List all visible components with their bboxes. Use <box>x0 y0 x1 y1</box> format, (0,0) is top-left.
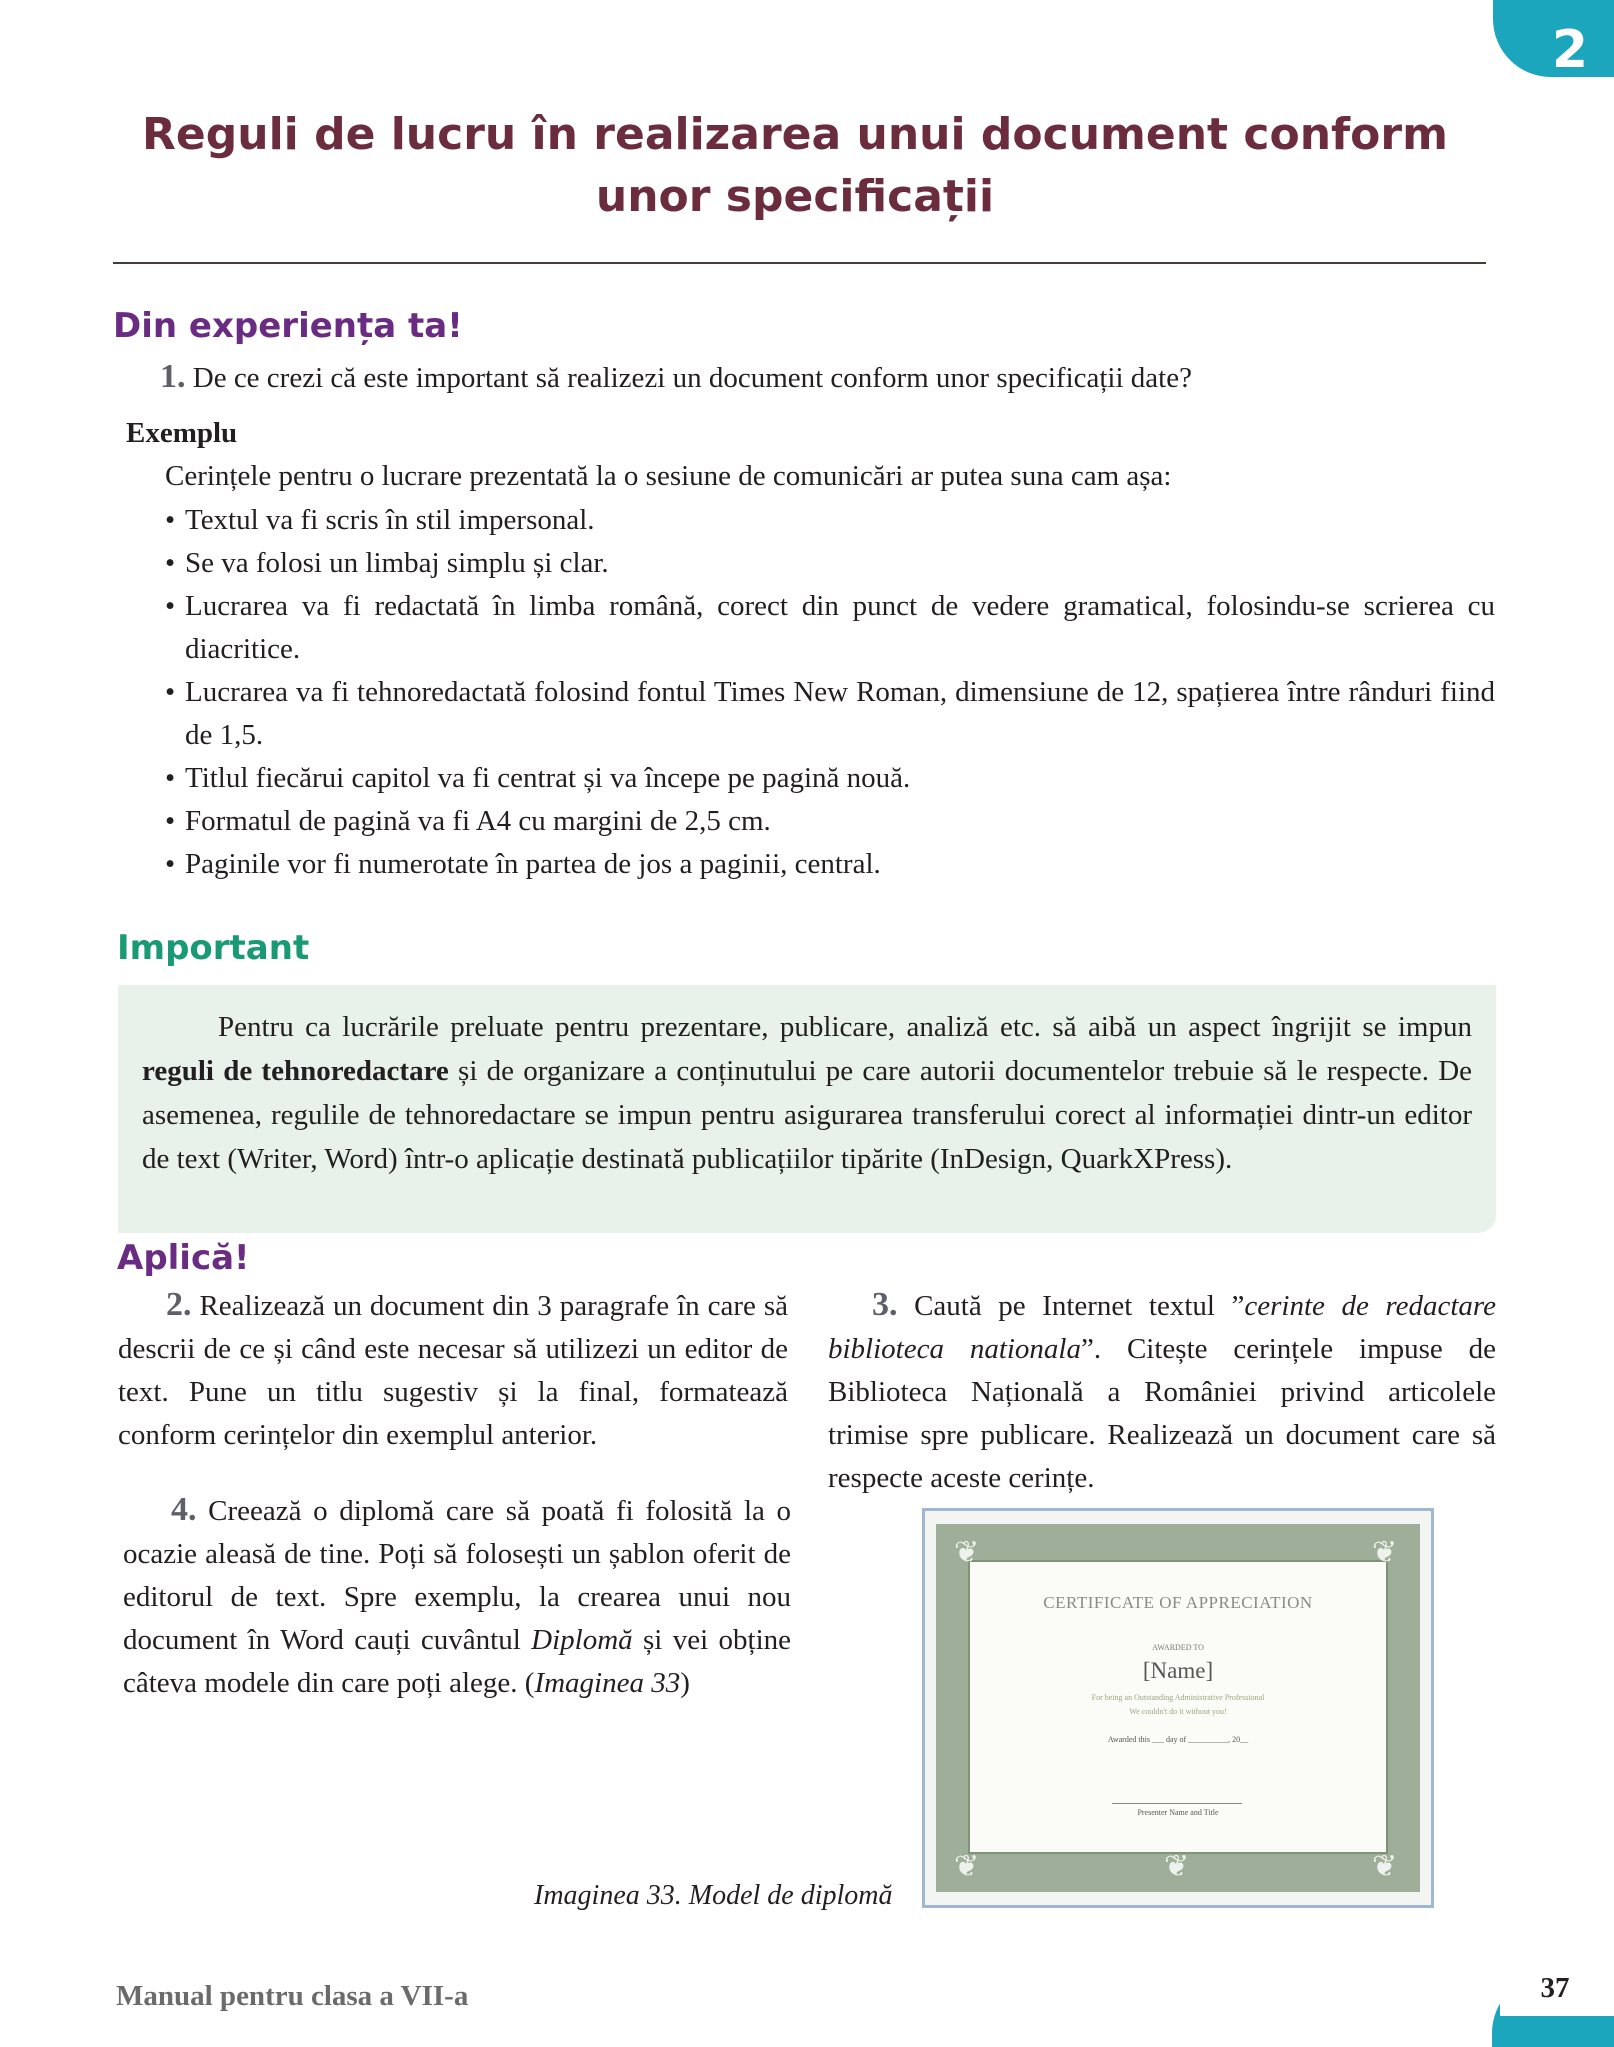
exercise-3-number: 3. <box>872 1286 898 1323</box>
ornament-icon: ❦ <box>1164 1849 1190 1884</box>
certificate-name: [Name] <box>1142 1658 1214 1683</box>
question-1-text: De ce crezi că este important să realizezi un document conform unor specificații date? <box>192 362 1192 394</box>
important-bold-term: reguli de tehnoredactare <box>142 1055 449 1087</box>
list-item: • Formatul de pagină va fi A4 cu margini de 2,5 cm. <box>165 800 1495 843</box>
page-number: 37 <box>1540 1972 1570 2004</box>
example-intro: Cerințele pentru o lucrare prezentată la o sesiune de comunicări ar putea suna cam așa: <box>165 460 1172 492</box>
figure-caption: Imaginea 33. Model de diplomă <box>534 1880 893 1911</box>
section-heading-experience: Din experiența ta! <box>113 306 463 346</box>
list-item: • Lucrarea va fi tehnoredactată folosind fontul Times New Roman, dimensiune de 12, spațierea între rânduri fiind de 1,5. <box>165 671 1495 757</box>
certificate-awarded-line: Awarded this ___ day of __________, 20__ <box>1107 1735 1249 1744</box>
list-item: • Textul va fi scris în stil impersonal. <box>165 499 1495 542</box>
certificate-line-1: For being an Outstanding Administrative Professional <box>1091 1693 1265 1702</box>
certificate-signature: Presenter Name and Title <box>1137 1808 1219 1817</box>
footer-text: Manual pentru clasa a VII-a <box>116 1980 469 2012</box>
list-item: • Se va folosi un limbaj simplu și clar. <box>165 542 1495 585</box>
ornament-icon: ❦ <box>954 1535 980 1570</box>
exercise-3: 3. Caută pe Internet textul ”cerinte de redactare biblioteca nationala”. Citește cerințele impuse de Biblioteca Națională a României privind articolele trimise spre publicare. Realizează un document care să respecte aceste cerințe. <box>828 1286 1496 1494</box>
search-term: cerinte de redactare biblioteca nationala <box>828 1290 1496 1365</box>
certificate-awarded-to: AWARDED TO <box>1152 1643 1204 1652</box>
page-title: Reguli de lucru în realizarea unui document conform unor specificații <box>142 109 1448 222</box>
important-text: Pentru ca lucrările preluate pentru prezentare, publicare, analiză etc. să aibă un aspect îngrijit se impun reguli de tehnoredactare și de organizare a conținutului pe care autorii documentelor trebuie să le respecte. De asemenea, regulile de tehnoredactare se impun pentru asigurarea transferului corect al informației dintr-un editor de text (Writer, Word) într-o aplicație destinată publicațiilor tipărite (InDesign, QuarkXPress). <box>142 1011 1473 1175</box>
certificate-title: CERTIFICATE OF APPRECIATION <box>1043 1593 1313 1612</box>
certificate-line-2: We couldn't do it without you! <box>1129 1707 1227 1716</box>
question-1 <box>160 355 1490 400</box>
exercise-2 <box>118 1283 788 1457</box>
chapter-number: 2 <box>1551 20 1589 80</box>
important-box <box>118 985 1496 1233</box>
exercise-2-text: Realizează un document din 3 paragrafe în care să descrii de ce și când este necesar să utilizezi un editor de text. Pune un titlu sugestiv și la final, formatează conform cerințelor din exemplul anterior. <box>118 1290 788 1451</box>
list-item: • Lucrarea va fi redactată în limba română, corect din punct de vedere gramatical, folosindu-se scrierea cu diacritice. <box>165 585 1495 671</box>
ornament-icon: ❦ <box>1372 1849 1398 1884</box>
ornament-icon: ❦ <box>1372 1535 1398 1570</box>
section-heading-important: Important <box>117 928 310 968</box>
requirements-list <box>165 499 1495 886</box>
title-divider <box>113 262 1486 264</box>
question-1-number: 1. <box>160 358 186 395</box>
signature-line <box>1112 1803 1242 1804</box>
section-heading-apply: Aplică! <box>117 1238 250 1278</box>
example-label: Exemplu <box>126 417 238 449</box>
ornament-icon: ❦ <box>954 1849 980 1884</box>
exercise-2-number: 2. <box>166 1286 192 1323</box>
exercise-4-number: 4. <box>171 1491 197 1528</box>
list-item: • Titlul fiecărui capitol va fi centrat și va începe pe pagină nouă. <box>165 757 1495 800</box>
list-item: • Paginile vor fi numerotate în partea de jos a paginii, central. <box>165 843 1495 886</box>
exercise-4: 4. Creează o diplomă care să poată fi folosită la o ocazie aleasă de tine. Poți să folosești un șablon oferit de editorul de text. Spre exemplu, la crearea unui nou document în Word cauți cuvântul Diplomă și vei obține câteva modele din care poți alege. (Imaginea 33) <box>123 1491 791 1699</box>
